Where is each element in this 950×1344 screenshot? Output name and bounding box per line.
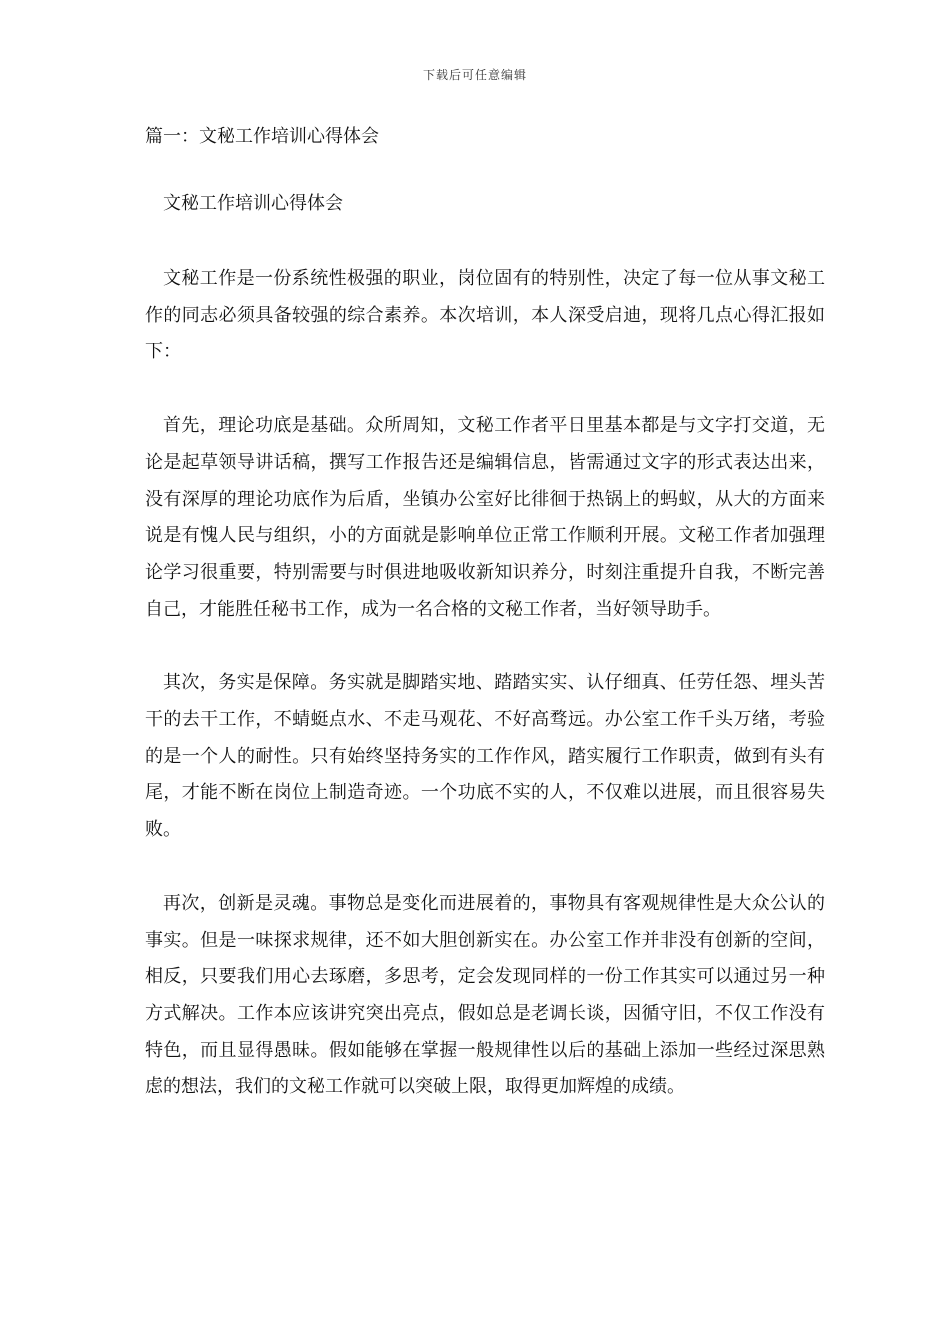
paragraph-innovation: 再次，创新是灵魂。事物总是变化而进展着的，事物具有客观规律性是大众公认的事实。但是一味探求规律，还不如大胆创新实在。办公室工作并非没有创新的空间，相反，只要我们用心去琢磨，多思考，定会发现同样的一份工作其实可以通过另一种方式解决。工作本应该讲究突出亮点，假如总是老调长谈，因循守旧，不仅工作没有特色，而且显得愚昧。假如能够在掌握一般规律性以后的基础上添加一些经过深思熟虑的想法，我们的文秘工作就可以突破上限，取得更加辉煌的成绩。 — [145, 892, 825, 1098]
document-title: 篇一：文秘工作培训心得体会 — [145, 126, 379, 147]
paragraph-intro: 文秘工作是一份系统性极强的职业，岗位固有的特别性，决定了每一位从事文秘工作的同志必须具备较强的综合素养。本次培训，本人深受启迪，现将几点心得汇报如下： — [145, 268, 825, 363]
header-note: 下载后可任意编辑 — [422, 68, 527, 82]
document-body — [145, 122, 825, 1143]
document-subtitle: 文秘工作培训心得体会 — [163, 193, 343, 214]
paragraph-theory: 首先，理论功底是基础。众所周知，文秘工作者平日里基本都是与文字打交道，无论是起草领导讲话稿，撰写工作报告还是编辑信息，皆需通过文字的形式表达出来，没有深厚的理论功底作为后盾，坐镇办公室好比徘徊于热锅上的蚂蚁，从大的方面来说是有愧人民与组织，小的方面就是影响单位正常工作顺利开展。文秘工作者加强理论学习很重要，特别需要与时俱进地吸收新知识养分，时刻注重提升自我，不断完善自己，才能胜任秘书工作，成为一名合格的文秘工作者，当好领导助手。 — [145, 415, 825, 620]
paragraph-pragmatism: 其次，务实是保障。务实就是脚踏实地、踏踏实实、认仔细真、任劳任怨、埋头苦干的去干工作，不蜻蜓点水、不走马观花、不好高骛远。办公室工作千头万绪，考验的是一个人的耐性。只有始终坚持务实的工作作风，踏实履行工作职责，做到有头有尾，才能不断在岗位上制造奇迹。一个功底不实的人，不仅难以进展，而且很容易失败。 — [145, 672, 825, 841]
